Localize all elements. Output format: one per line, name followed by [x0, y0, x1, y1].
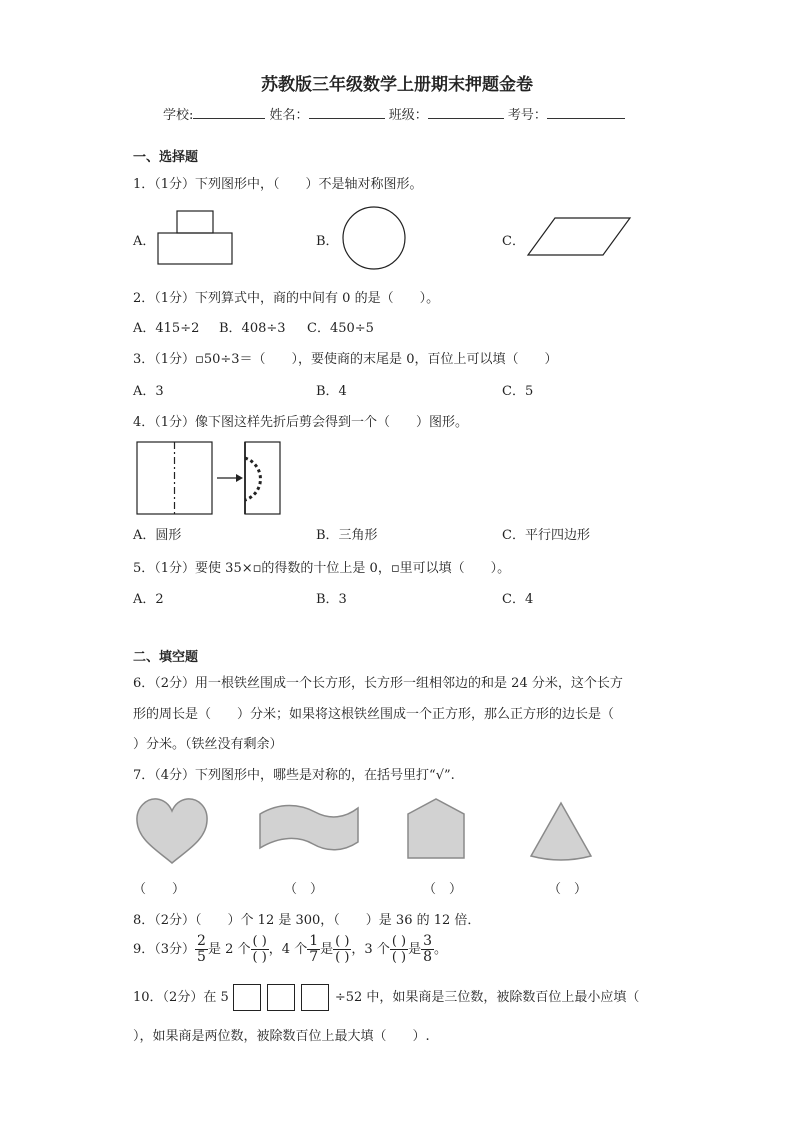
q10-prefix: 10．（2分）在 5 — [133, 990, 229, 1005]
q9-line — [133, 934, 447, 965]
student-info-line — [163, 104, 625, 123]
fraction-denominator: 7 — [309, 949, 319, 965]
q2-option-c[interactable]: C．450÷5 — [307, 321, 374, 336]
q7-answer-fan[interactable]: （ ） — [548, 882, 588, 897]
number-blank[interactable] — [547, 104, 625, 119]
q9-text-1: 是 2 个 — [207, 942, 251, 957]
digit-box-3[interactable] — [301, 984, 329, 1011]
fraction-denominator: ( ) — [391, 950, 407, 965]
fraction-denominator: ( ) — [252, 950, 267, 965]
q1-option-c[interactable]: C． — [502, 234, 525, 249]
number-label: 考号： — [507, 108, 547, 123]
q9-end: 。 — [434, 942, 448, 957]
q2-text: 2．（1分）下列算式中，商的中间有 0 的是（ ）。 — [133, 291, 440, 306]
fraction-numerator: 1 — [309, 933, 319, 949]
blank-fraction-1[interactable] — [251, 934, 269, 965]
q4-option-a[interactable]: A．圆形 — [133, 528, 182, 543]
blank-fraction-2[interactable] — [333, 934, 351, 965]
fraction-denominator: ( ) — [335, 950, 350, 965]
fraction-numerator: 3 — [423, 933, 433, 949]
fraction-numerator: ( ) — [252, 934, 267, 949]
q4-option-b[interactable]: B．三角形 — [316, 528, 378, 543]
fold-cut-figure — [133, 438, 288, 518]
fraction-denominator: 5 — [197, 949, 206, 965]
q7-answer-pentagon[interactable]: （ ） — [423, 882, 463, 897]
q9-text-2: ，4 个 — [268, 942, 308, 957]
q6-line3: ）分米。（铁丝没有剩余） — [133, 737, 283, 752]
q3-option-c[interactable]: C．5 — [502, 384, 534, 399]
class-blank[interactable] — [428, 104, 504, 119]
q9-text-3: 是 — [320, 942, 334, 957]
q1-text: 1．（1分）下列图形中，（ ）不是轴对称图形。 — [133, 177, 423, 192]
q3-option-a[interactable]: A．3 — [133, 384, 164, 399]
q7-text: 7．（4分）下列图形中，哪些是对称的，在括号里打“√”. — [133, 768, 455, 783]
q6-line2: 形的周长是（ ）分米；如果将这根铁丝围成一个正方形，那么正方形的边长是（ — [133, 707, 615, 722]
stacked-rectangles-figure — [155, 210, 237, 266]
school-blank[interactable] — [193, 104, 265, 119]
section-fill-heading: 二、填空题 — [133, 650, 199, 665]
pentagon-shape-image — [405, 796, 467, 862]
fraction-numerator: 2 — [197, 933, 206, 949]
fraction-numerator: ( ) — [335, 934, 350, 949]
q5-option-a[interactable]: A．2 — [133, 592, 164, 607]
blank-fraction-3[interactable] — [390, 934, 408, 965]
page-title: 苏教版三年级数学上册期末押题金卷 — [261, 75, 533, 95]
q9-text-4: ，3 个 — [351, 942, 390, 957]
q3-option-b[interactable]: B．4 — [316, 384, 347, 399]
q4-option-c[interactable]: C．平行四边形 — [502, 528, 590, 543]
circle-figure — [340, 204, 408, 272]
fraction-3-8 — [421, 934, 434, 965]
name-blank[interactable] — [309, 104, 385, 119]
q1-option-b[interactable]: B． — [316, 234, 339, 249]
fraction-2-5 — [195, 934, 208, 965]
q10-line2: ），如果商是两位数，被除数百位上最大填（ ）. — [133, 1029, 430, 1044]
q4-text: 4．（1分）像下图这样先折后剪会得到一个（ ）图形。 — [133, 415, 469, 430]
q1-option-a[interactable]: A． — [133, 234, 156, 249]
digit-box-1[interactable] — [233, 984, 261, 1011]
q9-prefix: 9．（3分） — [133, 942, 196, 957]
q5-option-c[interactable]: C．4 — [502, 592, 534, 607]
school-label: 学校: — [163, 108, 194, 123]
q2-option-b[interactable]: B．408÷3 — [219, 321, 286, 336]
q8-text: 8．（2分）（ ）个 12 是 300，（ ）是 36 的 12 倍． — [133, 913, 481, 928]
q9-text-5: 是 — [408, 942, 422, 957]
q10-line1 — [133, 984, 639, 1011]
class-label: 班级： — [388, 108, 428, 123]
name-label: 姓名： — [269, 108, 309, 123]
fraction-denominator: 8 — [423, 949, 433, 965]
digit-box-2[interactable] — [267, 984, 295, 1011]
section-choice-heading: 一、选择题 — [133, 150, 199, 165]
q3-text: 3．（1分）▫50÷3＝（ ），要使商的末尾是 0，百位上可以填（ ） — [133, 352, 558, 367]
q7-answer-heart[interactable]: （ ） — [133, 882, 186, 897]
q6-line1: 6．（2分）用一根铁丝围成一个长方形，长方形一组相邻边的和是 24 分米，这个长方 — [133, 676, 623, 691]
banner-shape-image — [255, 800, 363, 858]
parallelogram-figure — [525, 215, 635, 259]
q5-option-b[interactable]: B．3 — [316, 592, 347, 607]
fan-shape-image — [527, 800, 595, 864]
fraction-1-7 — [307, 934, 320, 965]
q7-answer-banner[interactable]: （ ） — [284, 882, 324, 897]
heart-shape-image — [133, 795, 211, 867]
q2-option-a[interactable]: A．415÷2 — [133, 321, 200, 336]
q10-suffix: ÷52 中，如果商是三位数，被除数百位上最小应填（ — [334, 990, 640, 1005]
fraction-numerator: ( ) — [391, 934, 407, 949]
q5-text: 5．（1分）要使 35×▫的得数的十位上是 0，▫里可以填（ ）。 — [133, 561, 511, 576]
